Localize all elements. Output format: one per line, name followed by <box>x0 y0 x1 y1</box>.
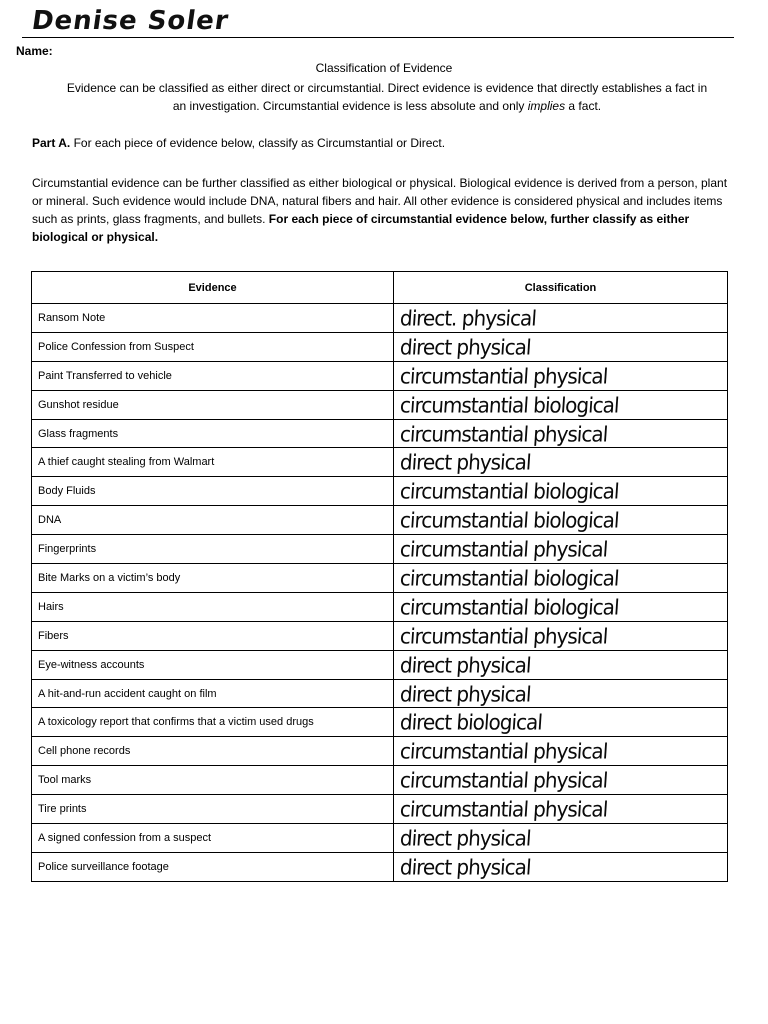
table-row <box>32 564 728 593</box>
header-evidence: Evidence <box>32 272 394 304</box>
classification-cell[interactable] <box>394 506 728 535</box>
evidence-cell: A hit-and-run accident caught on film <box>32 679 394 708</box>
handwritten-answer: direct physical <box>399 334 532 360</box>
table-row <box>32 621 728 650</box>
handwritten-answer: circumstantial physical <box>399 796 609 822</box>
bio-text: Circumstantial evidence can be further classified as either biological or physical. Biological evidence is derived from a person, plant or mineral. Such evidence would include DNA, natural fibers and hair. All other evidence is considered physical and includes items such as prints, glass fragments, and bullets. <box>32 176 728 226</box>
handwritten-answer: circumstantial physical <box>399 363 609 389</box>
handwritten-student-name: Denise Soler <box>29 6 231 36</box>
table-body <box>32 304 728 882</box>
handwritten-answer: circumstantial physical <box>399 623 609 649</box>
table-row <box>32 390 728 419</box>
classification-cell[interactable] <box>394 737 728 766</box>
table-header-row <box>32 272 728 304</box>
classification-cell[interactable] <box>394 535 728 564</box>
classification-cell[interactable] <box>394 795 728 824</box>
table-row <box>32 477 728 506</box>
classification-cell[interactable] <box>394 650 728 679</box>
classification-cell[interactable] <box>394 564 728 593</box>
table-row <box>32 824 728 853</box>
handwritten-answer: direct physical <box>399 680 532 707</box>
classification-cell[interactable] <box>394 304 728 333</box>
classification-cell[interactable] <box>394 708 728 737</box>
handwritten-answer: circumstantial biological <box>399 392 620 418</box>
handwritten-answer: circumstantial physical <box>399 536 609 562</box>
handwritten-answer: circumstantial biological <box>399 594 620 620</box>
handwritten-answer: direct biological <box>399 709 543 736</box>
evidence-cell: Fibers <box>32 621 394 650</box>
evidence-cell: Police Confession from Suspect <box>32 332 394 361</box>
table-row <box>32 650 728 679</box>
evidence-cell: Bite Marks on a victim’s body <box>32 564 394 593</box>
part-a-text: For each piece of evidence below, classify as Circumstantial or Direct. <box>70 136 446 150</box>
name-underline <box>22 37 734 38</box>
classification-cell[interactable] <box>394 592 728 621</box>
handwritten-answer: circumstantial biological <box>399 507 620 533</box>
classification-cell[interactable] <box>394 361 728 390</box>
part-a-instructions <box>32 136 445 150</box>
biological-physical-paragraph <box>32 174 732 246</box>
handwritten-answer: circumstantial biological <box>399 478 620 504</box>
evidence-cell: Tool marks <box>32 766 394 795</box>
classification-cell[interactable] <box>394 621 728 650</box>
handwritten-answer: direct physical <box>399 854 532 880</box>
handwritten-answer: circumstantial biological <box>399 565 620 591</box>
evidence-cell: A signed confession from a suspect <box>32 824 394 853</box>
handwritten-answer: circumstantial physical <box>399 738 609 764</box>
evidence-cell: DNA <box>32 506 394 535</box>
classification-cell[interactable] <box>394 852 728 881</box>
table-row <box>32 304 728 333</box>
part-a-label: Part A. <box>32 136 71 150</box>
table-row <box>32 766 728 795</box>
evidence-cell: Hairs <box>32 592 394 621</box>
table-row <box>32 361 728 390</box>
evidence-cell: Body Fluids <box>32 477 394 506</box>
table-row <box>32 419 728 448</box>
bio-bold-instruction: For each piece of circumstantial evidence below, further classify as either biological or physical. <box>32 212 690 244</box>
table-row <box>32 448 728 477</box>
evidence-cell: Police surveillance footage <box>32 852 394 881</box>
classification-cell[interactable] <box>394 332 728 361</box>
classification-cell[interactable] <box>394 679 728 708</box>
table-row <box>32 332 728 361</box>
evidence-table <box>31 271 728 882</box>
table-row <box>32 592 728 621</box>
table-row <box>32 852 728 881</box>
worksheet-title: Classification of Evidence <box>315 61 453 75</box>
evidence-cell: Paint Transferred to vehicle <box>32 361 394 390</box>
table-row <box>32 535 728 564</box>
evidence-cell: Eye-witness accounts <box>32 650 394 679</box>
classification-cell[interactable] <box>394 824 728 853</box>
table-row <box>32 795 728 824</box>
evidence-cell: Fingerprints <box>32 535 394 564</box>
table-row <box>32 708 728 737</box>
evidence-cell: Ransom Note <box>32 304 394 333</box>
handwritten-answer: direct. physical <box>399 305 537 331</box>
table-row <box>32 679 728 708</box>
evidence-cell: Tire prints <box>32 795 394 824</box>
classification-cell[interactable] <box>394 419 728 448</box>
table-row <box>32 737 728 766</box>
evidence-cell: A thief caught stealing from Walmart <box>32 448 394 477</box>
intro-text-2: a fact. <box>565 99 602 113</box>
intro-paragraph <box>62 79 712 115</box>
table-row <box>32 506 728 535</box>
evidence-cell: Gunshot residue <box>32 390 394 419</box>
handwritten-answer: direct physical <box>399 449 532 475</box>
evidence-cell: Cell phone records <box>32 737 394 766</box>
handwritten-answer: direct physical <box>399 825 532 851</box>
classification-cell[interactable] <box>394 477 728 506</box>
handwritten-answer: circumstantial physical <box>399 420 609 447</box>
header-classification: Classification <box>394 272 728 304</box>
handwritten-answer: direct physical <box>399 652 532 678</box>
classification-cell[interactable] <box>394 766 728 795</box>
evidence-cell: Glass fragments <box>32 419 394 448</box>
classification-cell[interactable] <box>394 390 728 419</box>
intro-italic-word: implies <box>527 99 566 113</box>
name-label: Name: <box>16 44 53 58</box>
intro-text-1: Evidence can be classified as either direct or circumstantial. Direct evidence is evidence that directly establishes a fact in an investigation. Circumstantial evidence is less absolute and only <box>66 81 708 113</box>
classification-cell[interactable] <box>394 448 728 477</box>
evidence-cell: A toxicology report that confirms that a victim used drugs <box>32 708 394 737</box>
handwritten-answer: circumstantial physical <box>399 767 609 793</box>
